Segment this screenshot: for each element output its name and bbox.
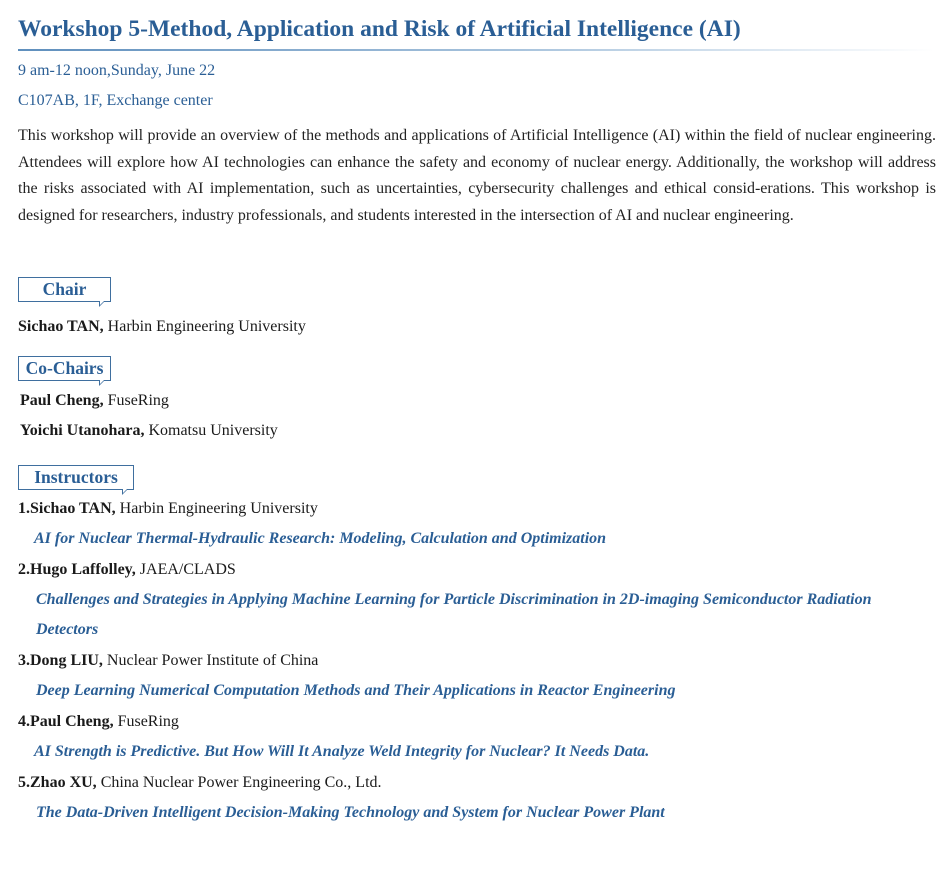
person-name: Sichao TAN, bbox=[18, 318, 104, 335]
title-divider bbox=[18, 49, 934, 51]
person-name: Paul Cheng, bbox=[20, 392, 104, 409]
cochair-person bbox=[20, 421, 278, 441]
instructor-affiliation: FuseRing bbox=[113, 713, 179, 730]
person-affiliation: Harbin Engineering University bbox=[103, 318, 306, 335]
chair-person bbox=[18, 317, 306, 337]
talk-title-5: The Data-Driven Intelligent Decision-Making Technology and System for Nuclear Power Plant bbox=[36, 804, 665, 821]
instructor-5 bbox=[18, 773, 382, 793]
workshop-description: This workshop will provide an overview of the methods and applications of Artificial Intelligence (AI) within the field of nuclear engineering. Attendees will explore how AI technologies can enhance the safety and economy of nuclear energy. Additionally, the workshop will address the risks associated with AI implementation, such as uncertainties, cybersecurity challenges and ethical consid-erations. This workshop is designed for researchers, industry professionals, and students interested in the intersection of AI and nuclear engineering. bbox=[18, 127, 936, 224]
talk-title-3: Deep Learning Numerical Computation Methods and Their Applications in Reactor Engineering bbox=[36, 682, 676, 699]
instructor-affiliation: Harbin Engineering University bbox=[115, 500, 318, 517]
cochairs-heading: Co-Chairs bbox=[18, 356, 111, 381]
chair-heading: Chair bbox=[18, 277, 111, 302]
person-affiliation: Komatsu University bbox=[144, 422, 278, 439]
person-affiliation: FuseRing bbox=[103, 392, 169, 409]
instructor-name: 2.Hugo Laffolley, bbox=[18, 561, 136, 578]
instructor-1 bbox=[18, 499, 318, 519]
instructor-3 bbox=[18, 651, 318, 671]
instructor-name: 5.Zhao XU, bbox=[18, 774, 97, 791]
instructors-heading: Instructors bbox=[18, 465, 134, 490]
instructor-name: 3.Dong LIU, bbox=[18, 652, 103, 669]
person-name: Yoichi Utanohara, bbox=[20, 422, 145, 439]
instructor-affiliation: JAEA/CLADS bbox=[135, 561, 236, 578]
workshop-title: Workshop 5-Method, Application and Risk of Artificial Intelligence (AI) bbox=[18, 16, 741, 42]
instructor-2 bbox=[18, 560, 236, 580]
talk-title-2: Challenges and Strategies in Applying Machine Learning for Particle Discrimination in 2D-imaging Semiconductor Radiation Detectors bbox=[36, 591, 872, 638]
talk-title-4: AI Strength is Predictive. But How Will It Analyze Weld Integrity for Nuclear? It Needs Data. bbox=[34, 743, 650, 760]
cochair-person bbox=[20, 391, 169, 411]
instructor-affiliation: China Nuclear Power Engineering Co., Ltd. bbox=[96, 774, 382, 791]
instructor-affiliation: Nuclear Power Institute of China bbox=[102, 652, 319, 669]
workshop-venue: C107AB, 1F, Exchange center bbox=[18, 92, 213, 109]
instructor-name: 4.Paul Cheng, bbox=[18, 713, 114, 730]
workshop-time: 9 am-12 noon,Sunday, June 22 bbox=[18, 62, 216, 79]
talk-title-1: AI for Nuclear Thermal-Hydraulic Research: Modeling, Calculation and Optimization bbox=[34, 530, 607, 547]
instructor-4 bbox=[18, 712, 179, 732]
instructor-name: 1.Sichao TAN, bbox=[18, 500, 116, 517]
